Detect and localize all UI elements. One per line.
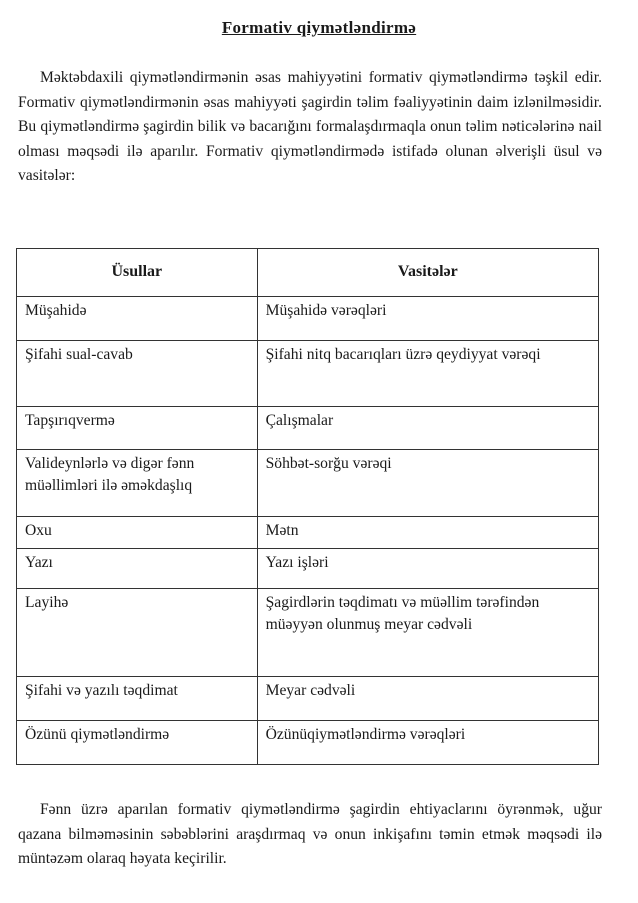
table-row: [17, 721, 599, 765]
tool-cell: Özünüqiymətləndirmə vərəqləri: [257, 721, 598, 765]
tool-cell: Şagirdlərin təqdimatı və müəllim tərəfindən müəyyən olunmuş meyar cədvəli: [257, 589, 598, 677]
tool-cell: Çalışmalar: [257, 407, 598, 450]
tool-cell: Meyar cədvəli: [257, 677, 598, 721]
method-cell: Valideynlərlə və digər fənn müəllimləri ilə əməkdaşlıq: [17, 450, 258, 517]
table-row: [17, 450, 599, 517]
methods-table: [16, 248, 599, 765]
method-cell: Şifahi və yazılı təqdimat: [17, 677, 258, 721]
document-title: Formativ qiymətləndirmə: [221, 18, 417, 37]
tool-cell: Mətn: [257, 517, 598, 549]
method-cell: Tapşırıqvermə: [17, 407, 258, 450]
column-header-tools: Vasitələr: [257, 249, 598, 297]
method-cell: Yazı: [17, 549, 258, 589]
table-row: [17, 549, 599, 589]
table-row: [17, 297, 599, 341]
table-row: [17, 589, 599, 677]
method-cell: Müşahidə: [17, 297, 258, 341]
method-cell: Özünü qiymətləndirmə: [17, 721, 258, 765]
table-row: [17, 407, 599, 450]
method-cell: Oxu: [17, 517, 258, 549]
table-row: [17, 677, 599, 721]
tool-cell: Şifahi nitq bacarıqları üzrə qeydiyyat vərəqi: [257, 341, 598, 407]
column-header-methods: Üsullar: [17, 249, 258, 297]
tool-cell: Müşahidə vərəqləri: [257, 297, 598, 341]
intro-paragraph: Məktəbdaxili qiymətləndirmənin əsas mahiyyətini formativ qiymətləndirmə təşkil edir. Formativ qiymətləndirmənin əsas mahiyyəti şagirdin təlim fəaliyyətinin daim izlənilməsidir. Bu qiymətləndirmə şagirdin bilik və bacarığını formalaşdırmaqla onun təlim nəticələrinə nail olması məqsədi ilə aparılır. Formativ qiymətləndirmədə istifadə olunan əlverişli üsul və vasitələr:: [18, 69, 602, 185]
table-header-row: [17, 249, 599, 297]
closing-paragraph: Fənn üzrə aparılan formativ qiymətləndirmə şagirdin ehtiyaclarını öyrənmək, uğur qazana bilməməsinin səbəblərini araşdırmaq və onun inkişafını təmin etmək məqsədi ilə müntəzəm olaraq həyata keçirilir.: [18, 801, 602, 868]
table-row: [17, 341, 599, 407]
method-cell: Şifahi sual-cavab: [17, 341, 258, 407]
tool-cell: Söhbət-sorğu vərəqi: [257, 450, 598, 517]
tool-cell: Yazı işləri: [257, 549, 598, 589]
method-cell: Layihə: [17, 589, 258, 677]
table-row: [17, 517, 599, 549]
